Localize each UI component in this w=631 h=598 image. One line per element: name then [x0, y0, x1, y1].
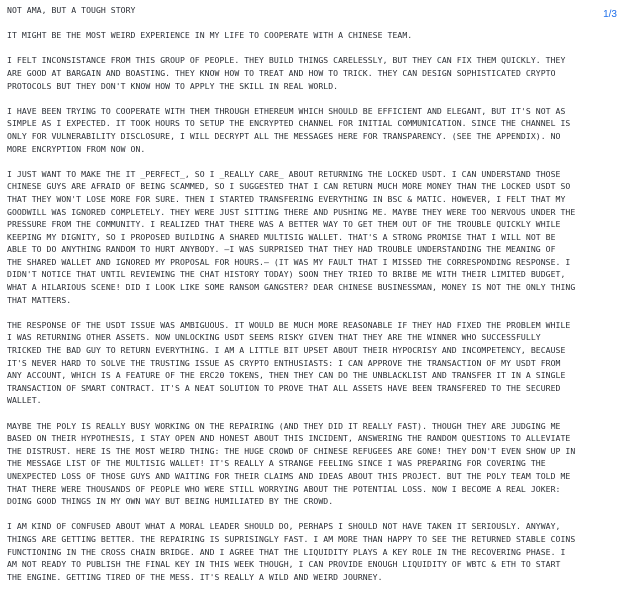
- paragraphs: [7, 29, 621, 583]
- text-line: WHAT A HILARIOUS SCENE! DID I LOOK LIKE SOME RANSOM GANGSTER? DEAR CHINESE BUSINESSMAN, MONEY IS NOT THE ONLY THING: [7, 282, 576, 293]
- paragraph: [7, 319, 621, 407]
- text-line: PRESSURE FROM THE COMMUNITY. I REALIZED THAT THERE WAS A BETTER WAY TO GET THEM OUT OF THE TROUBLE QUICKLY WHILE: [7, 219, 561, 230]
- text-line: DIDN'T NOTICE THAT UNTIL REVIEWING THE CHAT HISTORY TODAY) SOON THEY TRIED TO BRIBE ME WITH THEIR LIMITED BUDGET,: [7, 269, 566, 280]
- text-line: THE SHARED WALLET AND IGNORED MY PROPOSAL FOR HOURS.— (IT WAS MY FAULT THAT I MISSED THE CORRESPONDING RESPONSE. I: [7, 256, 571, 267]
- text-line: KEEPING MY DIGNITY, SO I PROPOSED BUILDING A SHARED MULTISIG WALLET. THAT'S A STRONG PROMISE THAT I WILL NOT BE: [7, 231, 556, 242]
- text-line: DOING GOOD THINGS IN MY OWN WAY BUT BEING HUMILIATED BY THE CROWD.: [7, 496, 334, 507]
- text-line: UNEXPECTED LOSS OF THOSE GUYS AND WAITING FOR THEIR CLAIMS AND IDEAS ABOUT THIS PROJECT. BUT THE POLY TEAM TOLD ME: [7, 470, 571, 481]
- paragraph: [7, 54, 621, 92]
- paragraph: [7, 105, 621, 155]
- text-line: THAT MATTERS.: [7, 294, 72, 305]
- paragraph: [7, 168, 621, 307]
- text-line: ABLE TO DO ANYTHING RANDOM TO HURT ANYBODY. —I WAS SURPRISED THAT THEY HAD TROUBLE UNDERSTANDING THE MEANING OF: [7, 244, 556, 255]
- text-line: I FELT INCONSISTANCE FROM THIS GROUP OF PEOPLE. THEY BUILD THINGS CARELESSLY, BUT THEY CAN FIX THEM QUICKLY. THEY: [7, 55, 566, 66]
- text-line: GOODWILL WAS IGNORED COMPLETELY. THEY WERE JUST SITTING THERE AND PUSHING ME. MAYBE THEY WERE TOO NERVOUS UNDER THE: [7, 206, 576, 217]
- text-line: I JUST WANT TO MAKE THE IT _PERFECT_, SO I _REALLY CARE_ ABOUT RETURNING THE LOCKED USDT. I CAN UNDERSTAND THOSE: [7, 168, 561, 179]
- text-line: I AM KIND OF CONFUSED ABOUT WHAT A MORAL LEADER SHOULD DO, PERHAPS I SHOULD NOT HAVE TAKEN IT SERIOUSLY. ANYWAY,: [7, 521, 561, 532]
- text-line: SIMPLE AS I EXPECTED. IT TOOK HOURS TO SETUP THE ENCRYPTED CHANNEL FOR INITIAL COMMUNICATION. SINCE THE CHANNEL IS: [7, 118, 571, 129]
- text-line: FUNCTIONING IN THE CROSS CHAIN BRIDGE. AND I AGREE THAT THE LIQUIDITY PLAYS A KEY ROLE IN THE RECOVERING PHASE. I: [7, 546, 566, 557]
- text-line: MAYBE THE POLY IS REALLY BUSY WORKING ON THE REPAIRING (AND THEY DID IT REALLY FAST). THOUGH THEY ARE JUDGING ME: [7, 420, 561, 431]
- text-line: ANY ACCOUNT, WHICH IS A FEATURE OF THE ERC20 TOKENS, THEN THEY CAN DO THE UNBLACKLIST AND TRANSFER IT IN A SINGLE: [7, 370, 566, 381]
- text-line: I WAS RETURNING OTHER ASSETS. NOW UNLOCKING USDT SEEMS RISKY GIVEN THAT THEY ARE THE WINNER WHO SUCCESSFULLY: [7, 332, 541, 343]
- text-line: THAT THEY WON'T LOSE MORE FOR SURE. THEN I STARTED TRANSFERING EVERYTHING IN BSC & MATIC. HOWEVER, I FELT THAT MY: [7, 193, 566, 204]
- text-line: THE DISTRUST. HERE IS THE MOST WEIRD THING: THE HUGE CROWD OF CHINESE REFUGEES ARE GONE! THEY DON'T EVEN SHOW UP IN: [7, 445, 576, 456]
- text-line: WALLET.: [7, 395, 42, 406]
- paragraph: [7, 420, 621, 508]
- text-line: ONLY FOR VULNERABILITY DISCLOSURE, I WILL DECRYPT ALL THE MESSAGES HERE FOR TRANSPARENCY. (SEE THE APPENDIX). NO: [7, 130, 561, 141]
- text-line: AM NOT READY TO PUBLISH THE FINAL KEY IN THIS WEEK THOUGH, I CAN PROVIDE ENOUGH LIQUIDITY OF WBTC & ETH TO START: [7, 559, 561, 570]
- text-line: PROTOCOLS BUT THEY DON'T KNOW HOW TO APPLY THE SKILL IN REAL WORLD.: [7, 80, 339, 91]
- text-line: THE RESPONSE OF THE USDT ISSUE WAS AMBIGUOUS. IT WOULD BE MUCH MORE REASONABLE IF THEY HAD FIXED THE PROBLEM WHILE: [7, 319, 571, 330]
- text-line: TRANSACTION OF SMART CONTRACT. IT'S A NEAT SOLUTION TO PROVE THAT ALL ASSETS HAVE BEEN TRANSFERED TO THE SECURED: [7, 382, 561, 393]
- text-line: I HAVE BEEN TRYING TO COOPERATE WITH THEM THROUGH ETHEREUM WHICH SHOULD BE EFFICIENT AND ELEGANT, BUT IT'S NOT AS: [7, 105, 566, 116]
- text-line: IT'S NEVER HARD TO SOLVE THE TRUSTING ISSUE AS CRYPTO ENTHUSIASTS: I CAN APPROVE THE TRANSACTION OF MY USDT FROM: [7, 357, 561, 368]
- text-line: THAT THERE WERE THOUSANDS OF PEOPLE WHO WERE STILL WORRYING ABOUT THE POTENTIAL LOSS. NOW I BECOME A REAL JOKER:: [7, 483, 561, 494]
- text-line: THINGS ARE GETTING BETTER. THE REPAIRING IS SUPRISINGLY FAST. I AM MORE THAN HAPPY TO SEE THE RETURNED STABLE COINS: [7, 533, 576, 544]
- page-indicator: 1/3: [603, 9, 617, 20]
- document-title: NOT AMA, BUT A TOUGH STORY: [7, 5, 136, 15]
- text-line: THE MESSAGE LIST OF THE MULTISIG WALLET! IT'S REALLY A STRANGE FEELING SINCE I WAS PREPARING FOR COVERING THE: [7, 458, 546, 469]
- paragraph: [7, 520, 621, 583]
- text-line: CHINESE GUYS ARE AFRAID OF BEING SCAMMED, SO I SUGGESTED THAT I CAN RETURN MUCH MORE MONEY THAN THE LOCKED USDT SO: [7, 181, 571, 192]
- text-line: THE ENGINE. GETTING TIRED OF THE MESS. IT'S REALLY A WILD AND WEIRD JOURNEY.: [7, 571, 383, 582]
- paragraph: [7, 29, 621, 42]
- text-line: ARE GOOD AT BARGAIN AND BOASTING. THEY KNOW HOW TO TREAT AND HOW TO TRICK. THEY CAN DESIGN SOPHISTICATED CRYPTO: [7, 67, 556, 78]
- text-line: MORE ENCRYPTION FROM NOW ON.: [7, 143, 146, 154]
- text-line: TRICKED THE BAD GUY TO RETURN EVERYTHING. I AM A LITTLE BIT UPSET ABOUT THEIR HYPOCRISY AND INCOMPETENCY, BECAUSE: [7, 345, 566, 356]
- text-line: BASED ON THEIR HYPOTHESIS, I STAY OPEN AND HONEST ABOUT THIS INCIDENT, ANSWERING THE RANDOM QUESTIONS TO ALLEVIATE: [7, 433, 571, 444]
- document-body: [7, 4, 621, 583]
- text-line: IT MIGHT BE THE MOST WEIRD EXPERIENCE IN MY LIFE TO COOPERATE WITH A CHINESE TEAM.: [7, 30, 413, 41]
